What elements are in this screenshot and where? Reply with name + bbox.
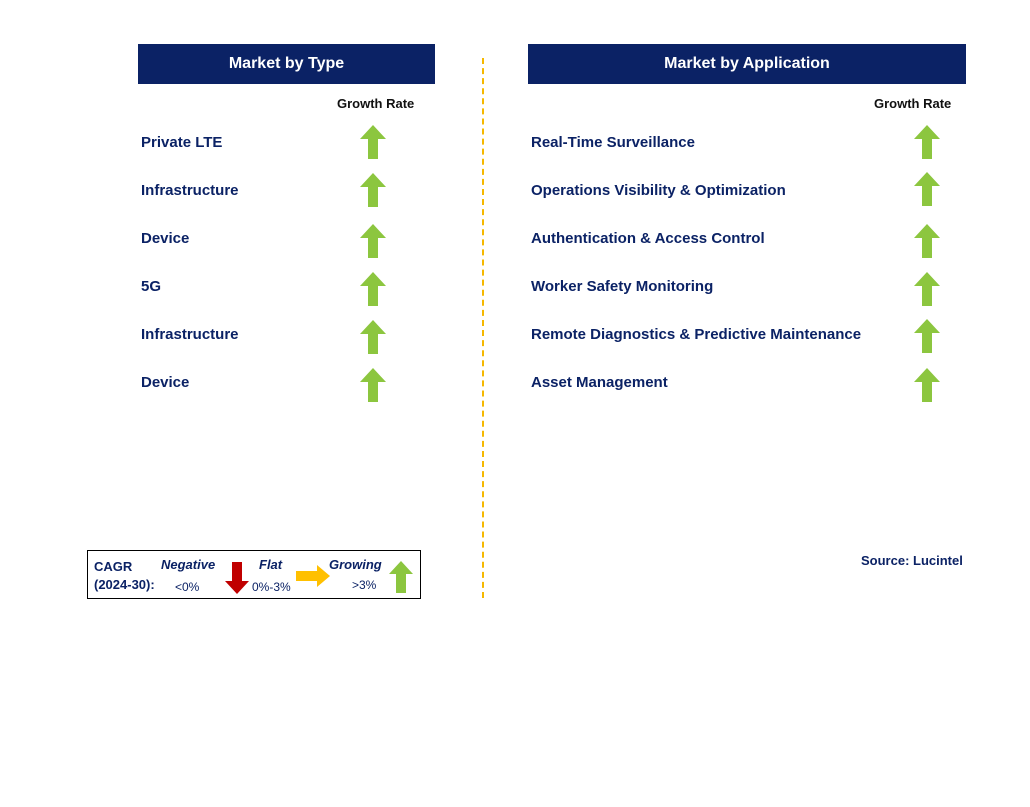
type-item-label: Infrastructure	[141, 182, 239, 199]
legend-growing-label: Growing	[329, 557, 382, 572]
negative-down-arrow-icon	[225, 562, 249, 594]
legend-flat-range: 0%-3%	[252, 580, 291, 594]
application-item-label: Worker Safety Monitoring	[531, 278, 714, 295]
market-by-application-header	[528, 44, 966, 84]
type-item-label: Infrastructure	[141, 326, 239, 343]
legend-growing-range: >3%	[352, 578, 377, 592]
legend-cagr-label: CAGR	[94, 559, 133, 574]
growth-up-arrow-icon	[914, 319, 940, 353]
application-item-label: Real-Time Surveillance	[531, 134, 695, 151]
panel-divider	[482, 58, 484, 598]
cagr-legend	[87, 550, 421, 599]
legend-negative-range: <0%	[175, 580, 200, 594]
growth-up-arrow-icon	[360, 173, 386, 207]
growth-up-arrow-icon	[360, 368, 386, 402]
type-item-label: 5G	[141, 278, 162, 295]
right-growth-rate-header: Growth Rate	[874, 96, 952, 111]
market-by-type-header	[138, 44, 435, 84]
growth-up-arrow-icon	[360, 224, 386, 258]
legend-flat-label: Flat	[259, 557, 283, 572]
application-item-label: Remote Diagnostics & Predictive Maintenance	[531, 326, 862, 343]
type-item-label: Device	[141, 374, 190, 391]
growth-up-arrow-icon	[914, 125, 940, 159]
application-item-label: Asset Management	[531, 374, 668, 391]
legend-negative-label: Negative	[161, 557, 216, 572]
application-item-label: Operations Visibility & Optimization	[531, 182, 786, 199]
application-item-label: Authentication & Access Control	[531, 230, 765, 247]
type-item-label: Device	[141, 230, 190, 247]
left-growth-rate-header: Growth Rate	[337, 96, 415, 111]
growth-up-arrow-icon	[914, 224, 940, 258]
legend-period-label: (2024-30):	[94, 577, 155, 592]
growth-up-arrow-icon	[914, 368, 940, 402]
growing-up-arrow-icon	[389, 561, 413, 593]
growth-up-arrow-icon	[914, 272, 940, 306]
flat-right-arrow-icon	[296, 565, 330, 587]
growth-up-arrow-icon	[360, 320, 386, 354]
type-item-label: Private LTE	[141, 134, 223, 151]
market-by-type-title: Market by Type	[228, 55, 345, 72]
growth-up-arrow-icon	[360, 125, 386, 159]
market-by-application-title: Market by Application	[664, 55, 830, 72]
source-note: Source: Lucintel	[861, 553, 963, 568]
growth-up-arrow-icon	[914, 172, 940, 206]
growth-up-arrow-icon	[360, 272, 386, 306]
